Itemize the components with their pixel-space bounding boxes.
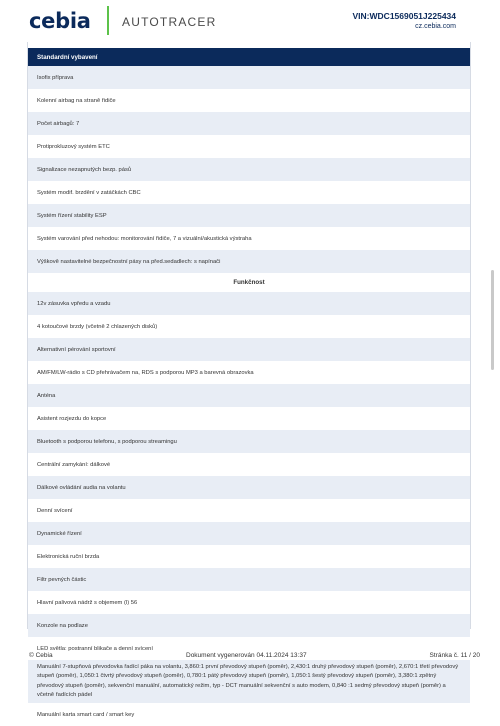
product-name: AUTOTRACER bbox=[122, 15, 217, 29]
equipment-row: Elektronická ruční brzda bbox=[28, 545, 470, 568]
equipment-row: Manuální 7-stupňová převodovka řadící páka na volantu, 3,860:1 první převodový stupeň (poměr), 2,430:1 druhý převodový stupeň (poměr), 2,670:1 třetí převodový stupeň (poměr), 1,050:1 čtvrtý převodový stupeň (poměr), 0,780:1 pátý převodový stupeň (poměr), 1,050:1 šestý převodový stupeň (poměr), 3,380:1 zpětný převodový stupeň (poměr), sekvenční manuální, automatický režim, typ - DCT manuální sekvenční s auto modem, 0,840 :1 sedmý převodový stupeň (poměr) a včetně řadících pádel bbox=[28, 660, 470, 703]
equipment-row: 12v zásuvka vpředu a vzadu bbox=[28, 292, 470, 315]
equipment-row: LED světla: postranní blikače a denní svícení bbox=[28, 637, 470, 660]
page-footer bbox=[0, 648, 500, 668]
equipment-row: Signalizace nezapnutých bezp. pásů bbox=[28, 158, 470, 181]
equipment-row: Anténa bbox=[28, 384, 470, 407]
logo-divider bbox=[107, 6, 109, 35]
equipment-row: Hlavní palivová nádrž s objemem (l) 56 bbox=[28, 591, 470, 614]
footer-copyright: © Cebia bbox=[29, 652, 53, 659]
equipment-row: Systém modif. brzdění v zatáčkách CBC bbox=[28, 181, 470, 204]
equipment-row: Bluetooth s podporou telefonu, s podporou streamingu bbox=[28, 430, 470, 453]
equipment-row: Manuální karta smart card / smart key bbox=[28, 703, 470, 726]
equipment-row: Konzole na podlaze bbox=[28, 614, 470, 637]
footer-page-number: Stránka č. 11 / 20 bbox=[429, 652, 480, 659]
table-border-right bbox=[470, 42, 471, 629]
scrollbar-thumb[interactable] bbox=[491, 270, 494, 370]
equipment-row: AM/FM/LW-rádio s CD přehrávačem na, RDS s podporou MP3 a barevná obrazovka bbox=[28, 361, 470, 384]
equipment-row: Systém řízení stability ESP bbox=[28, 204, 470, 227]
equipment-row: Dynamické řízení bbox=[28, 522, 470, 545]
equipment-table bbox=[28, 48, 470, 726]
equipment-row: Systém varování před nehodou: monitorování řidiče, 7 a vizuální/akustická výstraha bbox=[28, 227, 470, 250]
section-header: Standardní vybavení bbox=[28, 48, 470, 66]
vin-number: VIN:WDC1569051J225434 bbox=[352, 11, 456, 21]
footer-generated-date: Dokument vygenerován 04.11.2024 13:37 bbox=[186, 652, 307, 659]
equipment-row: Isofix příprava bbox=[28, 66, 470, 89]
equipment-row: Kolenní airbag na straně řidiče bbox=[28, 89, 470, 112]
site-link[interactable]: cz.cebia.com bbox=[415, 23, 456, 30]
equipment-row: Asistent rozjezdu do kopce bbox=[28, 407, 470, 430]
equipment-row: Filtr pevných částic bbox=[28, 568, 470, 591]
equipment-row: Dálkové ovládání audia na volantu bbox=[28, 476, 470, 499]
equipment-row: Výškově nastavitelné bezpečnostní pásy na před.sedadlech: s napínači bbox=[28, 250, 470, 273]
equipment-row: 4 kotoučové brzdy (včetně 2 chlazených disků) bbox=[28, 315, 470, 338]
equipment-row: Protiprokluzový systém ETC bbox=[28, 135, 470, 158]
equipment-row: Počet airbagů: 7 bbox=[28, 112, 470, 135]
equipment-row: Centrální zamykání: dálkové bbox=[28, 453, 470, 476]
page-header bbox=[0, 0, 500, 42]
equipment-row: Alternativní pérování sportovní bbox=[28, 338, 470, 361]
equipment-row: Denní svícení bbox=[28, 499, 470, 522]
section-header: Funkčnost bbox=[28, 273, 470, 292]
cebia-logo: cebia bbox=[29, 9, 91, 33]
